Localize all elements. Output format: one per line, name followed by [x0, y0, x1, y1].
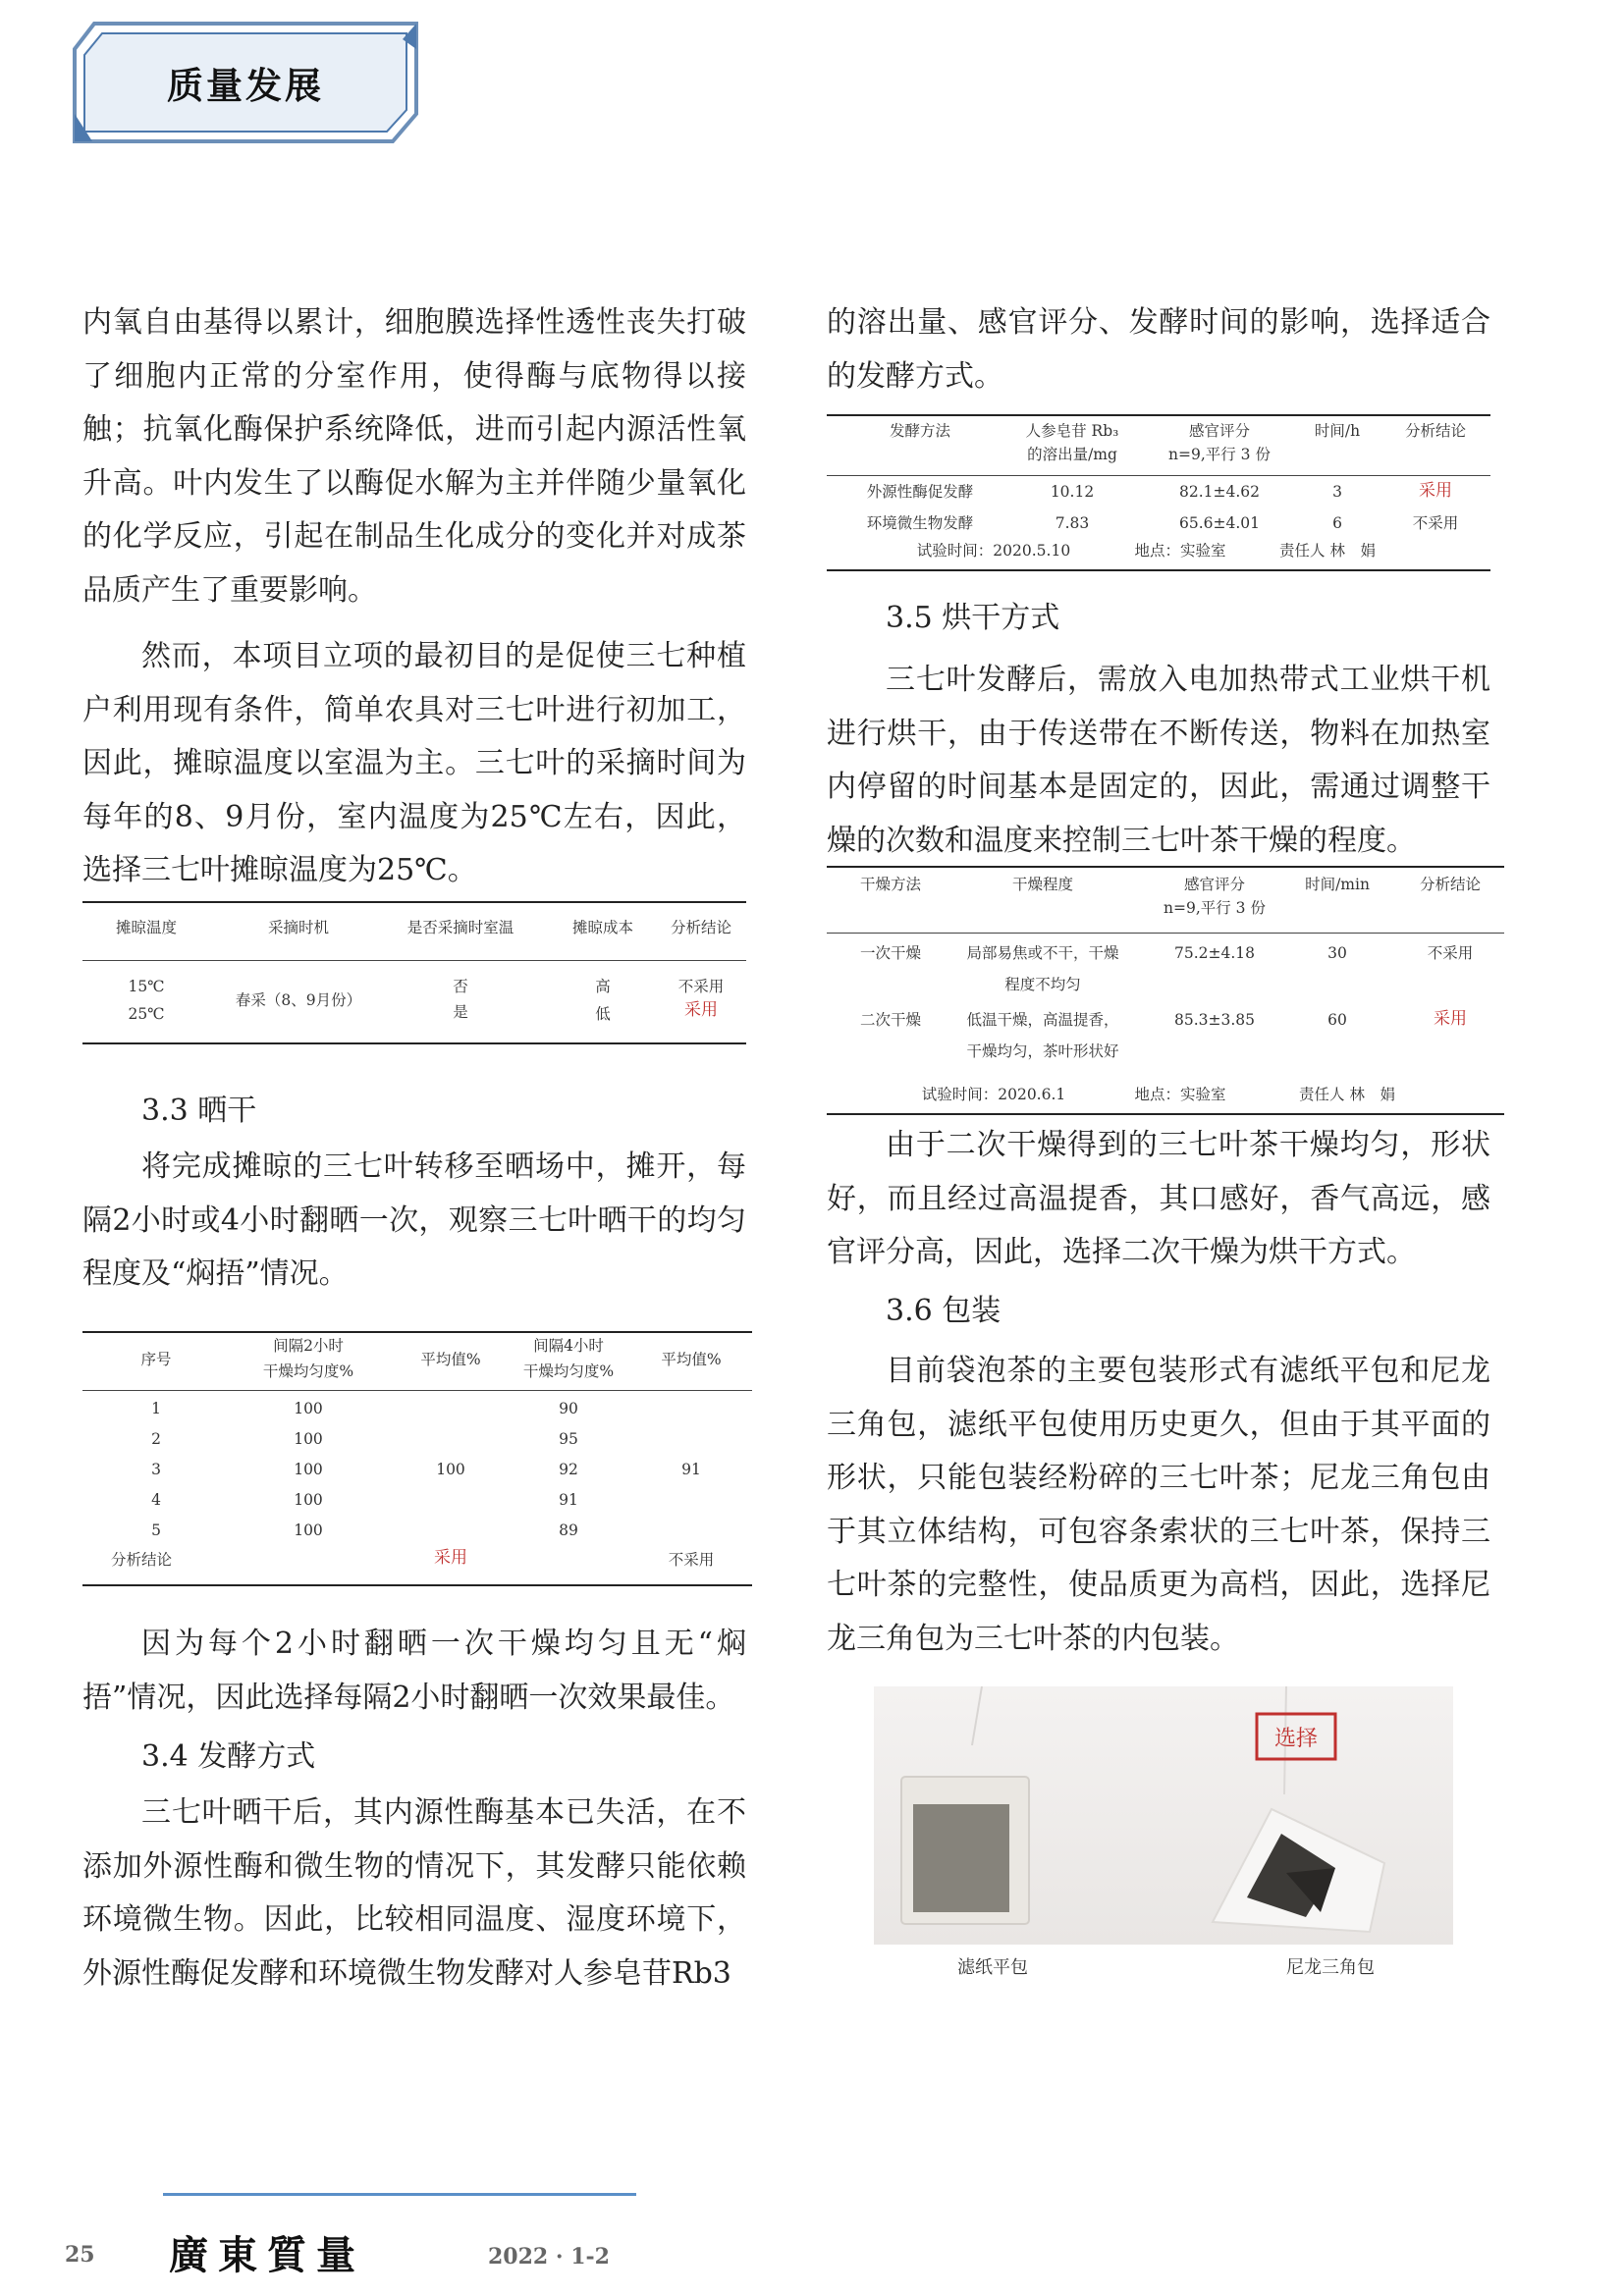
table-spread-temperature — [82, 901, 746, 1044]
dry-row-2-method: 二次干燥 — [859, 1011, 921, 1029]
th-ferment-time: 时间/h — [1314, 422, 1361, 440]
dry-row-1-method: 一次干燥 — [859, 944, 921, 962]
page-number: 25 — [65, 2242, 95, 2268]
cell-cost-low: 低 — [595, 1005, 611, 1023]
cell-room-yes: 是 — [453, 1003, 468, 1021]
th-index: 序号 — [140, 1351, 172, 1368]
table-sun-drying — [82, 1331, 752, 1586]
th-dry-degree: 干燥程度 — [1011, 876, 1073, 893]
sun-row-2-4h: 95 — [559, 1430, 578, 1448]
left-paragraph-4: 因为每个2小时翻晒一次干燥均匀且无“焖捂”情况，因此选择每隔2小时翻晒一次效果最佳。 — [82, 1627, 746, 1715]
dry-row-1-degree-line2: 程度不均匀 — [1004, 976, 1081, 993]
sun-conclusion-label: 分析结论 — [110, 1551, 172, 1569]
dry-row-2-conclusion: 采用 — [1434, 1009, 1467, 1029]
ferment-row-1-conclusion: 采用 — [1419, 481, 1452, 501]
sun-row-2-index: 2 — [151, 1430, 161, 1448]
ferment-footer-person: 责任人 林 娟 — [1279, 542, 1376, 560]
section-badge — [69, 20, 422, 145]
left-paragraph-5: 三七叶晒干后，其内源性酶基本已失活，在不添加外源性酶和微生物的情况下，其发酵只能依赖环境微生物。因此，比较相同温度、湿度环境下，外源性酶促发酵和环境微生物发酵对人参皂苷Rb3 — [82, 1795, 746, 1991]
sun-row-3-4h: 92 — [559, 1461, 578, 1478]
heading-3-3: 3.3 晒干 — [141, 1094, 257, 1128]
footer-rule — [163, 2193, 636, 2196]
sun-conclusion-2h: 采用 — [434, 1548, 467, 1568]
dry-footer-person: 责任人 林 娟 — [1299, 1086, 1395, 1103]
th-rb3-line2: 的溶出量/mg — [1027, 446, 1117, 463]
sun-row-2-2h: 100 — [294, 1430, 323, 1448]
heading-3-6: 3.6 包装 — [886, 1294, 1001, 1328]
th-score-line2: n=9,平行 3 份 — [1168, 446, 1271, 463]
th-dry-score-line2: n=9,平行 3 份 — [1164, 899, 1266, 917]
tea-bag-photo — [874, 1686, 1453, 1945]
ferment-row-1-score: 82.1±4.62 — [1178, 483, 1260, 501]
th-dry-conclusion: 分析结论 — [1419, 876, 1481, 893]
ferment-row-2-time: 6 — [1332, 514, 1342, 532]
ferment-row-2-conclusion: 不采用 — [1412, 514, 1459, 532]
th-cost: 摊晾成本 — [571, 919, 633, 936]
th-spread-temp: 摊晾温度 — [115, 919, 177, 936]
section-title: 质量发展 — [167, 65, 324, 107]
cell-temp-15: 15℃ — [128, 978, 165, 995]
th-dry-score-line1: 感官评分 — [1183, 876, 1245, 893]
sun-row-5-4h: 89 — [559, 1522, 578, 1539]
right-paragraph-2: 三七叶发酵后，需放入电加热带式工业烘干机进行烘干，由于传送带在不断传送，物料在加热室内停留的时间基本是固定的，因此，需通过调整干燥的次数和温度来控制三七叶茶干燥的程度。 — [827, 663, 1490, 858]
th-avg-4h: 平均值% — [661, 1351, 722, 1368]
magazine-name: 廣東質量 — [169, 2232, 365, 2278]
ferment-row-2-method: 环境微生物发酵 — [866, 514, 974, 532]
cell-cost-high: 高 — [595, 978, 611, 995]
sun-avg-4h: 91 — [681, 1461, 701, 1478]
sun-row-4-4h: 91 — [559, 1491, 578, 1509]
ferment-row-2-rb3: 7.83 — [1055, 514, 1090, 532]
sun-row-3-index: 3 — [151, 1461, 161, 1478]
dry-row-1-score: 75.2±4.18 — [1173, 944, 1255, 962]
cell-conclusion-no: 不采用 — [677, 978, 725, 995]
selected-label: 选择 — [1273, 1727, 1318, 1751]
th-score-line1: 感官评分 — [1188, 422, 1250, 440]
th-room-temp: 是否采摘时室温 — [406, 919, 514, 936]
dry-row-2-degree-line2: 干燥均匀，茶叶形状好 — [966, 1042, 1119, 1060]
th-2h-line2: 干燥均匀度% — [262, 1362, 354, 1380]
dry-row-2-score: 85.3±3.85 — [1173, 1011, 1255, 1029]
sun-row-5-index: 5 — [151, 1522, 161, 1539]
th-conclusion: 分析结论 — [670, 919, 731, 936]
th-4h-line1: 间隔4小时 — [533, 1337, 604, 1355]
ferment-row-1-rb3: 10.12 — [1050, 483, 1095, 501]
left-paragraph-3: 将完成摊晾的三七叶转移至晒场中，摊开，每隔2小时或4小时翻晒一次，观察三七叶晒干的均匀程度及“焖捂”情况。 — [82, 1149, 746, 1291]
table-fermentation — [827, 414, 1490, 571]
sun-row-1-4h: 90 — [559, 1400, 578, 1417]
cell-temp-25: 25℃ — [128, 1005, 165, 1023]
ferment-row-2-score: 65.6±4.01 — [1178, 514, 1260, 532]
heading-3-5: 3.5 烘干方式 — [886, 601, 1060, 635]
sun-avg-2h: 100 — [436, 1461, 465, 1478]
cell-conclusion-yes: 采用 — [684, 1000, 718, 1020]
dry-row-1-conclusion: 不采用 — [1427, 944, 1474, 962]
right-paragraph-4: 目前袋泡茶的主要包装形式有滤纸平包和尼龙三角包，滤纸平包使用历史更久，但由于其平面的形状，只能包装经粉碎的三七叶茶；尼龙三角包由于其立体结构，可包容条索状的三七叶茶，保持三七叶茶的完整性，使品质更为高档，因此，选择尼龙三角包为三七叶茶的内包装。 — [827, 1354, 1490, 1656]
sun-conclusion-4h: 不采用 — [668, 1551, 715, 1569]
th-ferment-conclusion: 分析结论 — [1404, 422, 1466, 440]
th-dry-method: 干燥方法 — [859, 876, 921, 893]
dry-row-2-time: 60 — [1327, 1011, 1347, 1029]
cell-picking-time: 春采（8、9月份） — [235, 991, 362, 1009]
caption-nylon-bag: 尼龙三角包 — [1286, 1957, 1375, 1978]
right-paragraph-3: 由于二次干燥得到的三七叶茶干燥均匀，形状好，而且经过高温提香，其口感好，香气高远，感官评分高，因此，选择二次干燥为烘干方式。 — [827, 1128, 1490, 1269]
sun-row-4-2h: 100 — [294, 1491, 323, 1509]
dry-row-2-degree-line1: 低温干燥，高温提香， — [966, 1011, 1119, 1029]
th-avg-2h: 平均值% — [420, 1351, 481, 1368]
sun-row-3-2h: 100 — [294, 1461, 323, 1478]
th-rb3-line1: 人参皂苷 Rb₃ — [1025, 422, 1119, 440]
ferment-footer-date: 试验时间：2020.5.10 — [916, 542, 1071, 560]
ferment-row-1-method: 外源性酶促发酵 — [866, 483, 974, 501]
left-paragraph-2: 然而，本项目立项的最初目的是促使三七种植户利用现有条件，简单农具对三七叶进行初加工，因此，摊晾温度以室温为主。三七叶的采摘时间为每年的8、9月份，室内温度为25℃左右，因此，选择三七叶摊晾温度为25℃。 — [82, 639, 746, 887]
heading-3-4: 3.4 发酵方式 — [141, 1739, 316, 1774]
ferment-row-1-time: 3 — [1332, 483, 1342, 501]
sun-row-5-2h: 100 — [294, 1522, 323, 1539]
th-picking-time: 采摘时机 — [267, 919, 329, 936]
tea-bags-illustration — [874, 1686, 1453, 1945]
dry-footer-place: 地点：实验室 — [1134, 1086, 1226, 1103]
sun-row-4-index: 4 — [151, 1491, 161, 1509]
ferment-footer-place: 地点：实验室 — [1134, 542, 1226, 560]
sun-row-1-2h: 100 — [294, 1400, 323, 1417]
caption-filter-bag: 滤纸平包 — [957, 1957, 1028, 1978]
sun-row-1-index: 1 — [151, 1400, 161, 1417]
left-paragraph-1: 内氧自由基得以累计，细胞膜选择性透性丧失打破了细胞内正常的分室作用，使得酶与底物得以接触；抗氧化酶保护系统降低，进而引起内源活性氧升高。叶内发生了以酶促水解为主并伴随少量氧化的化学反应，引起在制品生化成分的变化并对成茶品质产生了重要影响。 — [82, 305, 746, 608]
dry-footer-date: 试验时间：2020.6.1 — [921, 1086, 1066, 1103]
issue-number: 2022 · 1-2 — [488, 2244, 610, 2269]
dry-row-1-time: 30 — [1327, 944, 1347, 962]
th-4h-line2: 干燥均匀度% — [522, 1362, 615, 1380]
table-drying — [827, 866, 1504, 1115]
th-dry-time: 时间/min — [1305, 876, 1370, 893]
th-2h-line1: 间隔2小时 — [273, 1337, 344, 1355]
dry-row-1-degree-line1: 局部易焦或不干，干燥 — [966, 944, 1119, 962]
th-ferment-method: 发酵方法 — [889, 422, 950, 440]
right-paragraph-1: 的溶出量、感官评分、发酵时间的影响，选择适合的发酵方式。 — [827, 305, 1490, 394]
cell-room-no: 否 — [453, 978, 468, 995]
